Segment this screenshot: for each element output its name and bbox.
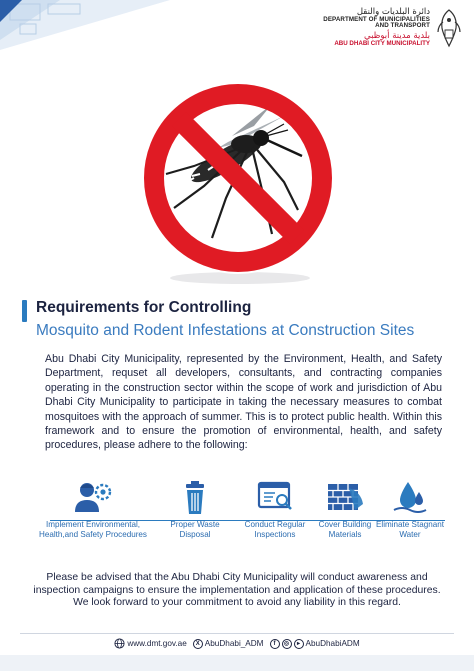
globe-icon — [114, 638, 125, 649]
requirement-materials-label-1: Cover Building — [318, 520, 372, 529]
facebook-icon: f — [270, 639, 280, 649]
footer — [0, 638, 474, 649]
x-icon: X — [193, 639, 203, 649]
bottom-band — [0, 655, 474, 671]
requirement-water-label-1: Eliminate Stagnant — [376, 520, 444, 529]
logo-english-dept-line2: AND TRANSPORT — [375, 22, 430, 30]
requirement-materials-label-2: Materials — [328, 530, 362, 539]
social-handle-text: AbuDhabiADM — [305, 639, 360, 648]
instagram-icon: ◎ — [282, 639, 292, 649]
inspection-screen-icon — [255, 478, 295, 516]
worker-gear-icon — [73, 478, 113, 516]
corner-pattern — [0, 0, 170, 50]
requirement-waste — [160, 478, 230, 540]
requirement-ehs — [38, 478, 148, 540]
website-text: www.dmt.gov.ae — [127, 639, 187, 648]
page-title: Requirements for Controlling — [36, 299, 252, 316]
title-accent-bar — [22, 300, 27, 322]
intro-paragraph: Abu Dhabi City Municipality, represented by the Environment, Health, and Safety Department, requset all developers, consultants, and contracting companies operating in the construction sector within the scope of work and jurisdiction of Abu Dhabi City Municipality to participate in taking the necessary measures to combat mosquitoes with the approach of summer. This is to protect public health. Within this framework and to ensure the promotion of environmental, health, and safety procedures, please adhere to the following: — [45, 353, 442, 452]
water-drops-icon — [390, 478, 430, 516]
logo-arabic-dept: دائرة البلديات والنقل — [356, 7, 430, 17]
requirement-water — [368, 478, 452, 540]
requirement-ehs-label-2: Health,and Safety Procedures — [39, 530, 147, 539]
footer-divider — [20, 633, 454, 634]
page-subtitle: Mosquito and Rodent Infestations at Construction Sites — [36, 322, 415, 340]
requirements-row — [39, 478, 445, 548]
title-block — [22, 298, 462, 342]
brick-wall-icon — [325, 478, 365, 516]
requirement-inspection-label-1: Conduct Regular — [244, 520, 306, 529]
requirement-water-label-2: Water — [399, 530, 421, 539]
closing-notice: Please be advised that the Abu Dhabi City Municipality will conduct awareness and inspection campaigns to ensure the implementation and application of these procedures. We look forward to your commitment to avoid any liability in this regard. — [33, 572, 441, 609]
requirement-inspection-label-2: Inspections — [254, 530, 296, 539]
logo-arabic-city: بلدية مدينة أبوظبي — [363, 30, 430, 41]
social-handle-link[interactable] — [270, 639, 360, 649]
x-handle-link[interactable] — [193, 639, 264, 649]
x-handle-text: AbuDhabi_ADM — [204, 639, 264, 648]
no-mosquito-sign — [134, 78, 344, 288]
requirement-inspection — [235, 478, 315, 540]
requirement-waste-label-1: Proper Waste — [170, 520, 220, 529]
trash-bin-icon — [175, 478, 215, 516]
logo-english-dept-line1: DEPARTMENT OF MUNICIPALITIES — [323, 15, 430, 23]
youtube-icon: ▸ — [294, 639, 304, 649]
requirement-waste-label-2: Disposal — [179, 530, 211, 539]
falcon-emblem-icon — [436, 8, 462, 48]
website-link[interactable] — [114, 638, 186, 649]
logo-english-city: ABU DHABI CITY MUNICIPALITY — [334, 39, 430, 47]
municipality-logo — [323, 8, 462, 48]
requirement-ehs-label-1: Implement Environmental, — [45, 520, 141, 529]
